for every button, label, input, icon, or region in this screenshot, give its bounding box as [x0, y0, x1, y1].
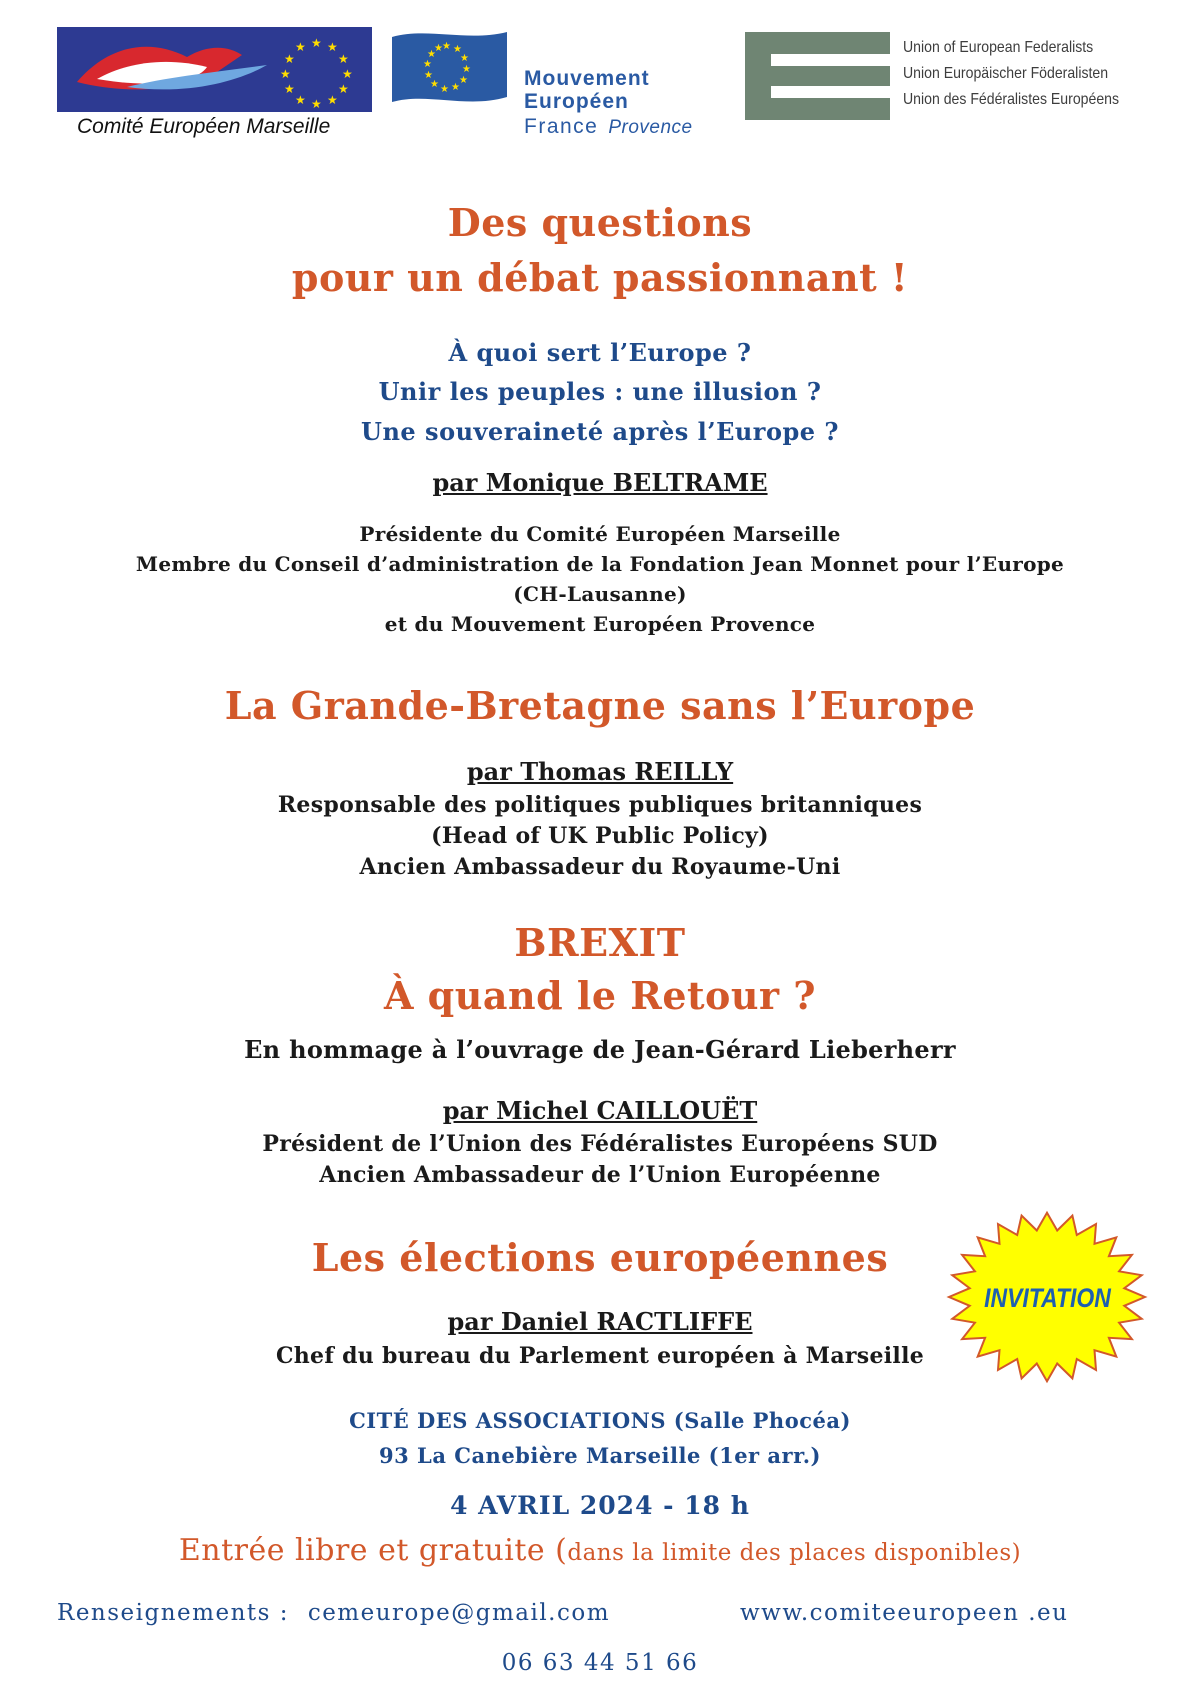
svg-text:★: ★ — [338, 52, 349, 66]
entry-info — [0, 1533, 1200, 1568]
logo-text-europeen: Européen — [524, 90, 629, 113]
uef-e-logo — [745, 32, 890, 122]
logo-text-france: France Provence — [524, 115, 693, 138]
uef-name-de: Union Europäischer Föderalisten — [903, 65, 1109, 82]
section3-title1: BREXIT — [514, 920, 686, 965]
svg-text:★: ★ — [442, 41, 451, 52]
speaker2-role-2: (Head of UK Public Policy) — [431, 823, 769, 849]
uef-name-en: Union of European Federalists — [903, 39, 1094, 56]
speaker2-role-1: Responsable des politiques publiques britanniques — [277, 792, 923, 818]
eu-stars-icon — [280, 36, 353, 111]
svg-text:★: ★ — [295, 40, 306, 54]
speaker2-role-3: Ancien Ambassadeur du Royaume-Uni — [359, 854, 841, 880]
comite-bird-flag-logo — [57, 27, 372, 112]
uef-names — [903, 35, 1119, 113]
contact-website[interactable]: www.comiteeuropeen .eu — [740, 1600, 1069, 1626]
svg-text:★: ★ — [424, 70, 433, 81]
logo-text-mouvement: Mouvement — [524, 67, 650, 90]
speaker3-name: par Michel CAILLOUËT — [442, 1096, 758, 1125]
section3-subtitle: En hommage à l’ouvrage de Jean-Gérard Lieberherr — [244, 1035, 956, 1064]
section3-title2: À quand le Retour ? — [383, 973, 817, 1018]
uef-logo — [745, 32, 1155, 122]
svg-text:★: ★ — [434, 43, 443, 54]
title-line1: Des questions — [447, 200, 753, 245]
event-date: 4 AVRIL 2024 - 18 h — [450, 1491, 750, 1520]
speaker1-name: par Monique BELTRAME — [432, 468, 768, 497]
section2-title: La Grande-Bretagne sans l’Europe — [224, 683, 976, 728]
svg-text:★: ★ — [423, 59, 432, 70]
entry-detail: dans la limite des places disponibles) — [567, 1540, 1022, 1566]
svg-text:★: ★ — [284, 52, 295, 66]
uef-name-fr: Union des Fédéralistes Européens — [903, 91, 1120, 108]
venue-line1: CITÉ DES ASSOCIATIONS (Salle Phocéa) — [349, 1408, 851, 1433]
contact-email[interactable]: cemeurope@gmail.com — [307, 1600, 611, 1626]
question-3: Une souveraineté après l’Europe ? — [361, 417, 839, 446]
comite-europeen-logo — [57, 27, 372, 142]
svg-text:★: ★ — [311, 97, 322, 111]
mouvement-europeen-logo — [387, 27, 732, 142]
speaker1-role-2: Membre du Conseil d’administration de la Fondation Jean Monnet pour l’Europe — [135, 552, 1065, 576]
svg-text:★: ★ — [327, 93, 338, 107]
question-2: Unir les peuples : une illusion ? — [378, 377, 822, 406]
speaker1-role-4: et du Mouvement Européen Provence — [384, 612, 816, 636]
svg-text:★: ★ — [427, 49, 436, 60]
svg-text:★: ★ — [342, 67, 353, 81]
speaker1-role-1: Présidente du Comité Européen Marseille — [359, 522, 841, 546]
svg-text:★: ★ — [430, 79, 439, 90]
entry-main: Entrée libre et gratuite ( — [178, 1533, 568, 1568]
question-1: À quoi sert l’Europe ? — [448, 338, 752, 367]
contact-line — [57, 1600, 610, 1626]
speaker1-role-3: (CH-Lausanne) — [513, 582, 687, 606]
speaker4-role-1: Chef du bureau du Parlement européen à Marseille — [275, 1343, 925, 1369]
svg-text:★: ★ — [327, 40, 338, 54]
speaker3-role-1: Président de l’Union des Fédéralistes Européens SUD — [262, 1131, 938, 1157]
svg-text:★: ★ — [460, 53, 469, 64]
speaker3-role-2: Ancien Ambassadeur de l’Union Européenne — [319, 1162, 881, 1188]
invitation-badge — [945, 1210, 1150, 1385]
contact-phone: 06 63 44 51 66 — [501, 1650, 699, 1676]
logo-caption: Comité Européen Marseille — [77, 115, 331, 138]
svg-text:★: ★ — [459, 75, 468, 86]
svg-text:★: ★ — [280, 67, 291, 81]
svg-text:★: ★ — [462, 64, 471, 75]
speaker4-name: par Daniel RACTLIFFE — [447, 1307, 753, 1336]
title-line2: pour un débat passionnant ! — [291, 255, 909, 300]
svg-text:★: ★ — [451, 82, 460, 93]
section4-title: Les élections européennes — [311, 1235, 889, 1280]
contact-label: Renseignements : — [57, 1600, 289, 1626]
svg-text:★: ★ — [440, 84, 449, 95]
invitation-label: INVITATION — [984, 1283, 1111, 1313]
eu-flag-icon — [387, 27, 517, 137]
svg-text:★: ★ — [453, 44, 462, 55]
svg-text:★: ★ — [311, 36, 322, 50]
svg-text:★: ★ — [284, 82, 295, 96]
svg-text:★: ★ — [295, 93, 306, 107]
svg-text:★: ★ — [338, 82, 349, 96]
speaker2-name: par Thomas REILLY — [466, 757, 734, 786]
venue-line2: 93 La Canebière Marseille (1er arr.) — [379, 1443, 821, 1468]
